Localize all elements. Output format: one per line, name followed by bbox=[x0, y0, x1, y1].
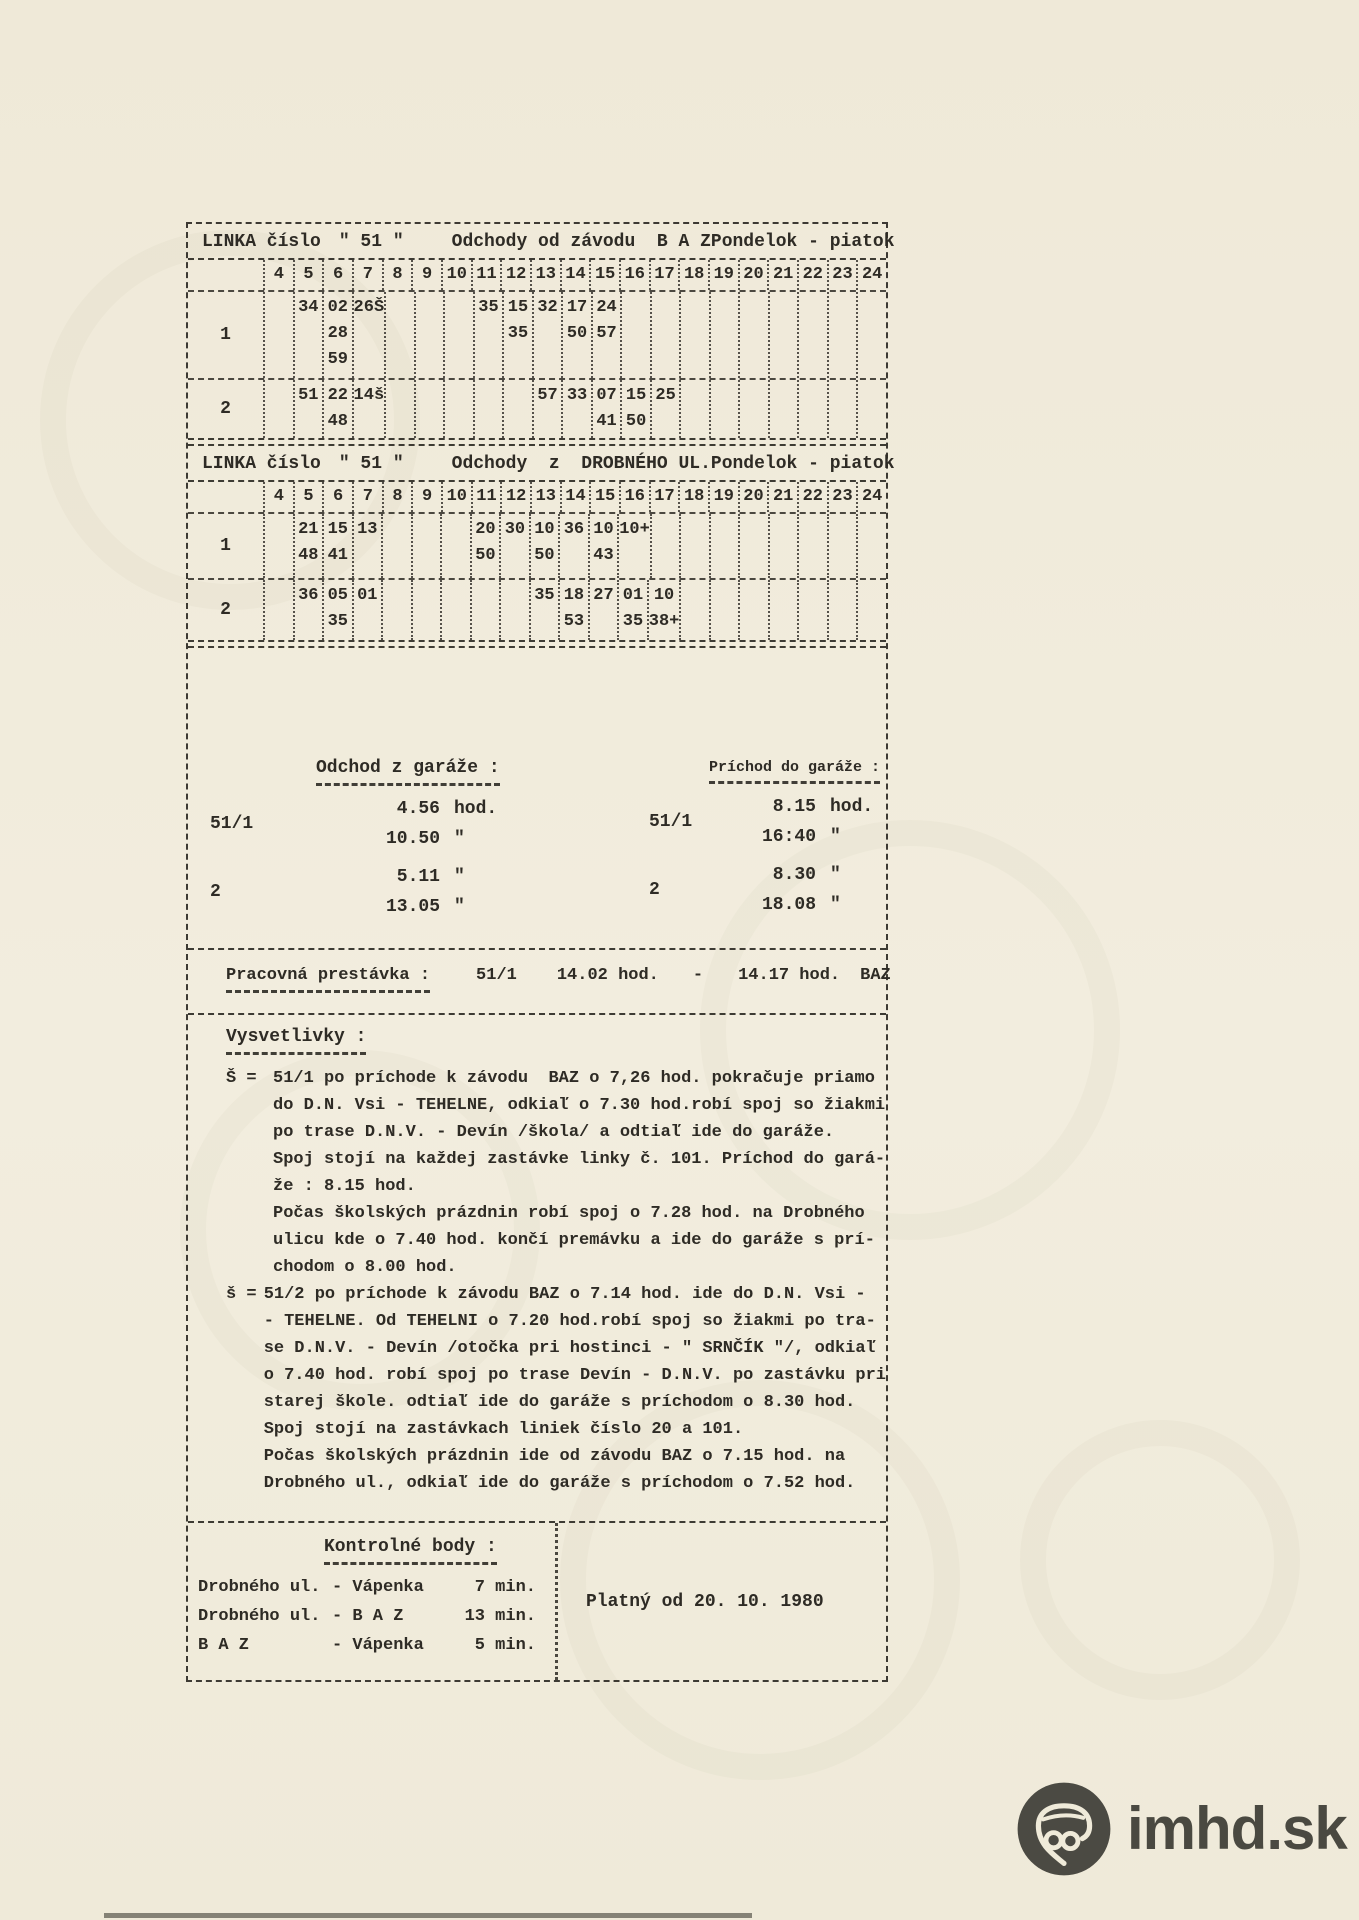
minutes-cell-hour-15 bbox=[588, 580, 618, 640]
control-from: Drobného ul. bbox=[198, 1578, 321, 1597]
minutes-cell-hour-19 bbox=[709, 580, 739, 640]
control-time: 5 min. bbox=[474, 1636, 536, 1655]
minute-value: 36 bbox=[298, 586, 319, 605]
minute-value: 26Š bbox=[353, 298, 385, 317]
hour-label: 5 bbox=[293, 482, 323, 512]
minutes-cell-hour-24 bbox=[856, 580, 886, 640]
minute-value: 50 bbox=[534, 546, 555, 565]
minutes-cell-hour-20 bbox=[738, 292, 768, 378]
minute-value: 21 bbox=[298, 520, 319, 539]
minutes-cell-hour-7 bbox=[352, 292, 385, 378]
line-number: " 51 " bbox=[338, 454, 404, 474]
minutes-cell-hour-6 bbox=[322, 580, 352, 640]
garage-time-line bbox=[716, 890, 886, 920]
minutes-cell-hour-15 bbox=[588, 514, 618, 578]
garage-arrivals bbox=[537, 758, 886, 922]
timetable-row bbox=[188, 512, 886, 578]
time-unit: hod. bbox=[454, 799, 498, 819]
hour-label: 18 bbox=[678, 482, 708, 512]
note-line: - TEHELNE. Od TEHELNI o 7.20 hod.robí spoj so žiakmi po tra- bbox=[263, 1312, 876, 1331]
minutes-cell-hour-4 bbox=[263, 292, 293, 378]
hour-label: 10 bbox=[441, 482, 471, 512]
hour-label: 20 bbox=[738, 482, 768, 512]
minute-value: 32 bbox=[537, 298, 558, 317]
minutes-cell-hour-9 bbox=[414, 292, 444, 378]
line-title: LINKA číslo bbox=[202, 232, 321, 252]
imhd-bus-pin-icon bbox=[1016, 1781, 1112, 1877]
garage-times bbox=[300, 862, 510, 922]
minutes-cell-hour-13 bbox=[529, 514, 559, 578]
control-from: B A Z bbox=[198, 1636, 250, 1655]
time-unit: " bbox=[830, 865, 841, 885]
garage-time-line bbox=[716, 822, 886, 852]
minute-value: 13 bbox=[357, 520, 378, 539]
control-points bbox=[188, 1523, 555, 1680]
minute-value: 10 bbox=[593, 520, 614, 539]
garage-time-line bbox=[300, 892, 510, 922]
minutes-cell-hour-20 bbox=[738, 580, 768, 640]
minute-value: 01 bbox=[622, 586, 644, 605]
minutes-cell-hour-8 bbox=[384, 292, 414, 378]
note-symbol: Š = bbox=[226, 1069, 257, 1088]
garage-depart-title: Odchod z garáže : bbox=[316, 758, 500, 786]
minutes-cell-hour-24 bbox=[856, 514, 886, 578]
minutes-cell-hour-8 bbox=[384, 380, 414, 438]
minute-value: 15 bbox=[507, 298, 529, 317]
time-value: 4.56 bbox=[396, 799, 440, 819]
minutes-cell-hour-21 bbox=[768, 514, 798, 578]
work-break-label: Pracovná prestávka : bbox=[226, 966, 430, 993]
hour-label: 11 bbox=[471, 482, 501, 512]
garage-section bbox=[188, 648, 886, 950]
hour-label: 9 bbox=[411, 260, 441, 290]
service-label: 51/1 bbox=[649, 812, 693, 832]
minutes-cell-hour-23 bbox=[827, 514, 857, 578]
minute-value: 48 bbox=[298, 546, 319, 565]
hour-label: 22 bbox=[797, 482, 827, 512]
control-time: 13 min. bbox=[464, 1607, 536, 1626]
note-line: o 7.40 hod. robí spoj po trase Devín - D.N.V. po zastávku pri bbox=[263, 1366, 886, 1385]
row-label-spacer bbox=[188, 482, 263, 512]
scan-edge-artifact bbox=[104, 1913, 752, 1918]
table1-header bbox=[188, 224, 895, 260]
hour-label: 15 bbox=[589, 260, 619, 290]
minutes-cell-hour-19 bbox=[709, 292, 739, 378]
minutes-cell-hour-5 bbox=[293, 580, 323, 640]
minutes-cell-hour-11 bbox=[470, 514, 500, 578]
minute-value: 41 bbox=[327, 546, 348, 565]
work-break-dash: - bbox=[692, 966, 704, 985]
hour-label: 9 bbox=[411, 482, 441, 512]
minutes-cell-hour-14 bbox=[561, 292, 591, 378]
minute-value: 35 bbox=[327, 612, 348, 631]
hour-label: 21 bbox=[767, 482, 797, 512]
time-unit: " bbox=[830, 827, 841, 847]
notes-items bbox=[226, 1065, 886, 1497]
minute-value: 22 bbox=[327, 386, 348, 405]
minutes-cell-hour-16 bbox=[617, 580, 647, 640]
hour-label: 19 bbox=[708, 260, 738, 290]
garage-times bbox=[300, 794, 510, 854]
control-to: - Vápenka bbox=[332, 1636, 424, 1655]
minutes-cell-hour-14 bbox=[558, 514, 588, 578]
minutes-cell-hour-7 bbox=[352, 380, 385, 438]
garage-time-line bbox=[300, 824, 510, 854]
minutes-cell-hour-22 bbox=[797, 292, 827, 378]
time-value: 5.11 bbox=[396, 867, 440, 887]
table2-header bbox=[188, 446, 895, 482]
note-line: se D.N.V. - Devín /otočka pri hostinci - " SRNČÍK "/, odkiaľ bbox=[263, 1339, 876, 1358]
time-value: 10.50 bbox=[385, 829, 440, 849]
minutes-cell-hour-6 bbox=[322, 380, 352, 438]
hour-label: 8 bbox=[382, 260, 412, 290]
minute-value: 10 bbox=[534, 520, 555, 539]
minutes-cell-hour-23 bbox=[827, 580, 857, 640]
time-unit: hod. bbox=[830, 797, 874, 817]
hour-label: 6 bbox=[322, 260, 352, 290]
minute-value: 14š bbox=[353, 386, 385, 405]
hour-label: 18 bbox=[678, 260, 708, 290]
garage-time-line bbox=[716, 792, 886, 822]
minutes-cell-hour-8 bbox=[381, 580, 411, 640]
validity-cell bbox=[555, 1523, 886, 1680]
minutes-cell-hour-9 bbox=[414, 380, 444, 438]
hour-label: 7 bbox=[352, 260, 382, 290]
minutes-cell-hour-5 bbox=[293, 514, 323, 578]
hour-label: 17 bbox=[649, 482, 679, 512]
hour-label: 12 bbox=[500, 482, 530, 512]
control-title: Kontrolné body : bbox=[324, 1537, 497, 1565]
control-to: - B A Z bbox=[332, 1607, 404, 1626]
control-time: 7 min. bbox=[474, 1578, 536, 1597]
garage-row bbox=[188, 794, 537, 854]
imhd-logo-text: imhd.sk bbox=[1127, 1795, 1347, 1862]
minutes-cell-hour-17 bbox=[650, 514, 680, 578]
minutes-cell-hour-15 bbox=[591, 292, 621, 378]
minutes-cell-hour-14 bbox=[561, 380, 591, 438]
garage-row bbox=[537, 792, 886, 852]
minutes-cell-hour-21 bbox=[768, 292, 798, 378]
minutes-cell-hour-18 bbox=[679, 292, 709, 378]
hour-label: 24 bbox=[856, 260, 886, 290]
minute-value: 02 bbox=[327, 298, 348, 317]
minute-value: 57 bbox=[537, 386, 558, 405]
hour-label: 20 bbox=[738, 260, 768, 290]
minutes-cell-hour-18 bbox=[679, 380, 709, 438]
line-title: LINKA číslo bbox=[202, 454, 321, 474]
hour-label: 14 bbox=[560, 482, 590, 512]
note-item bbox=[226, 1281, 886, 1497]
time-unit: " bbox=[454, 897, 465, 917]
minutes-cell-hour-11 bbox=[473, 292, 503, 378]
minutes-cell-hour-5 bbox=[293, 292, 323, 378]
minute-value: 50 bbox=[566, 324, 588, 343]
hour-label: 6 bbox=[322, 482, 352, 512]
scan-watermark bbox=[1020, 1420, 1300, 1700]
minute-value: 41 bbox=[596, 412, 617, 431]
timetable-drobneho bbox=[188, 482, 886, 642]
minute-value: 50 bbox=[625, 412, 647, 431]
hour-label: 10 bbox=[441, 260, 471, 290]
minute-value: 35 bbox=[622, 612, 644, 631]
minute-value: 20 bbox=[475, 520, 496, 539]
minute-value: 28 bbox=[327, 324, 348, 343]
garage-departures bbox=[188, 758, 537, 922]
minute-value: 07 bbox=[596, 386, 617, 405]
garage-time-line bbox=[300, 862, 510, 892]
work-break-from: 14.02 hod. bbox=[556, 966, 659, 985]
minutes-cell-hour-9 bbox=[411, 514, 441, 578]
hour-label: 23 bbox=[827, 260, 857, 290]
minutes-cell-hour-12 bbox=[502, 380, 532, 438]
minute-value: 18 bbox=[563, 586, 585, 605]
minutes-cell-hour-22 bbox=[797, 380, 827, 438]
line-number: " 51 " bbox=[338, 232, 404, 252]
garage-times bbox=[716, 860, 886, 920]
minutes-cell-hour-17 bbox=[650, 292, 680, 378]
control-row bbox=[198, 1631, 555, 1660]
minutes-cell-hour-24 bbox=[856, 380, 886, 438]
work-break-to: 14.17 hod. bbox=[738, 966, 841, 985]
notes-title: Vysvetlivky : bbox=[226, 1027, 366, 1055]
garage-times bbox=[716, 792, 886, 852]
garage-arrive-rows bbox=[537, 792, 886, 920]
vehicle-label: 1 bbox=[220, 325, 231, 345]
imhd-logo bbox=[1016, 1781, 1347, 1877]
timetable-document bbox=[186, 222, 895, 1682]
minutes-cell-hour-18 bbox=[679, 514, 709, 578]
note-line: Spoj stojí na zastávkach liniek číslo 20 a 101. bbox=[263, 1420, 744, 1439]
note-line: po trase D.N.V. - Devín /škola/ a odtiaľ ide do garáže. bbox=[273, 1123, 835, 1142]
hour-label: 17 bbox=[649, 260, 679, 290]
minutes-cell-hour-12 bbox=[499, 580, 529, 640]
minutes-cell-hour-6 bbox=[322, 292, 352, 378]
minute-value: 17 bbox=[566, 298, 588, 317]
minutes-cell-hour-24 bbox=[856, 292, 886, 378]
time-value: 16:40 bbox=[761, 827, 816, 847]
minute-value: 53 bbox=[563, 612, 585, 631]
vehicle-label: 2 bbox=[220, 600, 231, 620]
work-break-place: BAZ bbox=[860, 966, 891, 985]
days-label: Pondelok - piatok bbox=[710, 232, 895, 252]
hour-label: 7 bbox=[352, 482, 382, 512]
work-break-service: 51/1 bbox=[476, 966, 517, 985]
minutes-cell-hour-4 bbox=[263, 514, 293, 578]
minutes-cell-hour-17 bbox=[647, 580, 680, 640]
hour-label: 24 bbox=[856, 482, 886, 512]
timetable-row bbox=[188, 378, 886, 438]
time-unit: " bbox=[454, 829, 465, 849]
time-unit: " bbox=[830, 895, 841, 915]
minutes-cell-hour-11 bbox=[470, 580, 500, 640]
minutes-cell-hour-8 bbox=[381, 514, 411, 578]
minute-value: 24 bbox=[596, 298, 617, 317]
direction-label: Odchody od závodu B A Z bbox=[451, 232, 711, 252]
control-to: - Vápenka bbox=[332, 1578, 424, 1597]
minute-value: 27 bbox=[593, 586, 614, 605]
garage-arrive-title: Príchod do garáže : bbox=[709, 759, 880, 784]
note-item bbox=[226, 1065, 886, 1281]
note-line: že : 8.15 hod. bbox=[273, 1177, 416, 1196]
minutes-cell-hour-16 bbox=[620, 292, 650, 378]
minutes-cell-hour-11 bbox=[473, 380, 503, 438]
hour-label: 16 bbox=[619, 482, 649, 512]
timetable-baz bbox=[188, 260, 886, 440]
minute-value: 59 bbox=[327, 350, 348, 369]
minutes-cell-hour-12 bbox=[502, 292, 532, 378]
minutes-cell-hour-4 bbox=[263, 580, 293, 640]
note-line: chodom o 8.00 hod. bbox=[273, 1258, 457, 1277]
service-label: 2 bbox=[649, 880, 660, 900]
minute-value: 30 bbox=[504, 520, 526, 539]
minute-value: 57 bbox=[596, 324, 617, 343]
note-line: 51/1 po príchode k závodu BAZ o 7,26 hod. pokračuje priamo bbox=[273, 1069, 875, 1088]
note-line: Spoj stojí na každej zastávke linky č. 101. Príchod do gará- bbox=[273, 1150, 886, 1169]
minutes-cell-hour-13 bbox=[532, 380, 562, 438]
control-row bbox=[198, 1602, 555, 1631]
minute-value: 51 bbox=[298, 386, 319, 405]
minutes-cell-hour-9 bbox=[411, 580, 441, 640]
minute-value: 05 bbox=[327, 586, 348, 605]
minute-value: 25 bbox=[655, 386, 676, 405]
control-section bbox=[188, 1523, 886, 1680]
minutes-cell-hour-16 bbox=[620, 380, 650, 438]
service-label: 51/1 bbox=[210, 814, 254, 834]
minute-value: 35 bbox=[534, 586, 555, 605]
hour-label: 13 bbox=[530, 482, 560, 512]
hour-label: 23 bbox=[827, 482, 857, 512]
minute-value: 35 bbox=[507, 324, 529, 343]
minutes-cell-hour-10 bbox=[440, 580, 470, 640]
minutes-cell-hour-10 bbox=[443, 380, 473, 438]
minutes-cell-hour-7 bbox=[352, 514, 382, 578]
minute-value: 10+ bbox=[619, 520, 650, 539]
note-line: starej škole. odtiaľ ide do garáže s príchodom o 8.30 hod. bbox=[263, 1393, 856, 1412]
hour-label: 14 bbox=[560, 260, 590, 290]
minute-value: 15 bbox=[327, 520, 348, 539]
minutes-cell-hour-10 bbox=[443, 292, 473, 378]
notes-section bbox=[188, 1015, 886, 1523]
minutes-cell-hour-22 bbox=[797, 580, 827, 640]
minutes-cell-hour-15 bbox=[591, 380, 621, 438]
garage-row bbox=[537, 860, 886, 920]
hour-label: 22 bbox=[797, 260, 827, 290]
note-line: Drobného ul., odkiaľ ide do garáže s príchodom o 7.52 hod. bbox=[263, 1474, 856, 1493]
garage-row bbox=[188, 862, 537, 922]
minute-value: 10 bbox=[653, 586, 675, 605]
minute-value: 50 bbox=[475, 546, 496, 565]
vehicle-label: 2 bbox=[220, 399, 231, 419]
hour-label: 4 bbox=[263, 482, 293, 512]
days-label: Pondelok - piatok bbox=[710, 454, 895, 474]
minutes-cell-hour-20 bbox=[738, 514, 768, 578]
hour-label: 4 bbox=[263, 260, 293, 290]
hour-label: 11 bbox=[471, 260, 501, 290]
minutes-cell-hour-6 bbox=[322, 514, 352, 578]
minutes-cell-hour-13 bbox=[529, 580, 559, 640]
note-symbol: š = bbox=[226, 1285, 257, 1304]
minutes-cell-hour-19 bbox=[709, 380, 739, 438]
garage-time-line bbox=[300, 794, 510, 824]
minute-value: 43 bbox=[593, 546, 614, 565]
minute-value: 35 bbox=[478, 298, 499, 317]
direction-label: Odchody z DROBNÉHO UL. bbox=[451, 454, 711, 474]
minutes-cell-hour-21 bbox=[768, 580, 798, 640]
note-line: 51/2 po príchode k závodu BAZ o 7.14 hod. ide do D.N. Vsi - bbox=[263, 1285, 866, 1304]
garage-depart-rows bbox=[188, 794, 537, 922]
note-line: ulicu kde o 7.40 hod. končí premávku a ide do garáže s prí- bbox=[273, 1231, 875, 1250]
minutes-cell-hour-13 bbox=[532, 292, 562, 378]
minutes-cell-hour-16 bbox=[617, 514, 650, 578]
timetable-row bbox=[188, 290, 886, 378]
control-row bbox=[198, 1573, 555, 1602]
hour-label: 13 bbox=[530, 260, 560, 290]
minute-value: 36 bbox=[563, 520, 585, 539]
minutes-cell-hour-23 bbox=[827, 292, 857, 378]
hour-label: 5 bbox=[293, 260, 323, 290]
hour-header-row bbox=[188, 482, 886, 512]
minutes-cell-hour-18 bbox=[679, 580, 709, 640]
hour-label: 19 bbox=[708, 482, 738, 512]
minute-value: 38+ bbox=[648, 612, 680, 631]
minute-value: 34 bbox=[298, 298, 319, 317]
service-label: 2 bbox=[210, 882, 221, 902]
minute-value: 15 bbox=[625, 386, 647, 405]
minutes-cell-hour-19 bbox=[709, 514, 739, 578]
time-unit: " bbox=[454, 867, 465, 887]
note-line: do D.N. Vsi - TEHELNE, odkiaľ o 7.30 hod.robí spoj so žiakmi bbox=[273, 1096, 886, 1115]
row-label-spacer bbox=[188, 260, 263, 290]
garage-time-line bbox=[716, 860, 886, 890]
minute-value: 33 bbox=[566, 386, 588, 405]
minutes-cell-hour-10 bbox=[440, 514, 470, 578]
minute-value: 01 bbox=[357, 586, 378, 605]
minutes-cell-hour-12 bbox=[499, 514, 529, 578]
hour-label: 12 bbox=[500, 260, 530, 290]
control-from: Drobného ul. bbox=[198, 1607, 321, 1626]
note-line: Počas školských prázdnin robí spoj o 7.28 hod. na Drobného bbox=[273, 1204, 865, 1223]
note-lines bbox=[264, 1281, 886, 1497]
work-break-row bbox=[188, 950, 891, 1015]
hour-label: 8 bbox=[382, 482, 412, 512]
validity-text: Platný od 20. 10. 1980 bbox=[586, 1591, 824, 1612]
minutes-cell-hour-22 bbox=[797, 514, 827, 578]
time-value: 8.30 bbox=[772, 865, 816, 885]
hour-label: 21 bbox=[767, 260, 797, 290]
note-lines bbox=[273, 1065, 885, 1281]
minutes-cell-hour-20 bbox=[738, 380, 768, 438]
time-value: 18.08 bbox=[761, 895, 816, 915]
minutes-cell-hour-5 bbox=[293, 380, 323, 438]
hour-header-row bbox=[188, 260, 886, 290]
minutes-cell-hour-7 bbox=[352, 580, 382, 640]
minutes-cell-hour-21 bbox=[768, 380, 798, 438]
vehicle-label: 1 bbox=[220, 536, 231, 556]
minutes-cell-hour-17 bbox=[650, 380, 680, 438]
time-value: 13.05 bbox=[385, 897, 440, 917]
hour-label: 16 bbox=[619, 260, 649, 290]
timetable-row bbox=[188, 578, 886, 640]
control-rows bbox=[198, 1573, 555, 1660]
time-value: 8.15 bbox=[772, 797, 816, 817]
hour-label: 15 bbox=[589, 482, 619, 512]
minutes-cell-hour-23 bbox=[827, 380, 857, 438]
note-line: Počas školských prázdnin ide od závodu BAZ o 7.15 hod. na bbox=[263, 1447, 846, 1466]
minute-value: 48 bbox=[327, 412, 348, 431]
minutes-cell-hour-4 bbox=[263, 380, 293, 438]
minutes-cell-hour-14 bbox=[558, 580, 588, 640]
